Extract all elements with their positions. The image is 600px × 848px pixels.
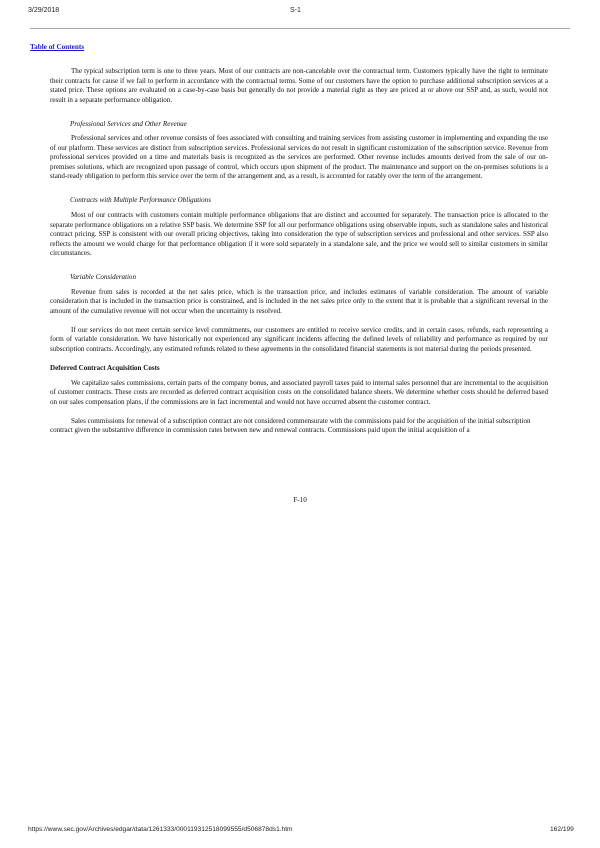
spacer [50,259,548,269]
variable-consideration-paragraph-1: Revenue from sales is recorded at the net sales price, which is the transaction price, and includes estimates of variable consideration. The amount of variable consideration that is included in the transaction price is constrained, and is included in the net sales price only to the extent that it is probable that a significant reversal in the amount of the cumulative revenue will not occur when the uncertainty is resolved. [50,287,548,315]
professional-services-paragraph: Professional services and other revenue consists of fees associated with consulting and training services from assisting customer in implementing and expanding the use of our platform. These services are distinct from subscription services. Professional services do not result in significant customization of the subscription service. Revenue from professional services provided on a time and materials basis is recognized as the services are performed. Other revenue includes amounts derived from the sale of our on-premises solutions, which are recognized upon passage of control, which occurs upon shipment of the product. The maintenance and support on the on-premises solutions is a stand-ready obligation to perform this service over the term of the arrangement and, as a result, is accounted for ratably over the term of the arrangement. [50,134,548,181]
variable-consideration-paragraph-2: If our services do not meet certain service level commitments, our customers are entitled to receive service credits, and in certain cases, refunds, each representing a form of variable consideration. We have historically not experienced any significant incidents affecting the defined levels of reliability and performance as required by our subscription contracts. Accordingly, any estimated refunds related to these agreements in the consolidated financial statements is not material during the periods presented. [50,325,548,354]
print-date: 3/29/2018 [28,7,60,14]
page-number: F-10 [293,496,307,504]
deferred-costs-heading: Deferred Contract Acquisition Costs [50,364,160,373]
professional-services-heading: Professional Services and Other Revenue [70,119,187,128]
footer-url: https://www.sec.gov/Archives/edgar/data/1261333/000119312518099555/d506878ds1.htm [28,826,293,833]
table-of-contents-link[interactable]: Table of Contents [30,43,85,51]
spacer [50,316,548,326]
spacer [50,105,548,115]
header-rule [30,28,570,29]
footer-page-count: 162/199 [550,826,574,833]
variable-consideration-heading: Variable Consideration [70,273,136,282]
deferred-costs-paragraph-2: Sales commissions for renewal of a subscription contract are not considered commensurate with the commissions paid for the acquisition of the initial subscription contract given the substantive difference in commission rates between new and renewal contracts. Commissions paid upon the initial acquisition of a [50,416,531,435]
document-title: S-1 [290,7,301,14]
document-body [50,67,548,436]
multiple-obligations-heading: Contracts with Multiple Performance Obligations [70,196,211,205]
intro-paragraph: The typical subscription term is one to three years. Most of our contracts are non-cancelable over the contractual term. Customers typically have the right to terminate their contracts for cause if we fail to perform in accordance with the contractual terms. Some of our customers have the option to purchase additional subscription services at a stated price. These options are evaluated on a case-by-case basis but generally do not provide a material right as they are priced at or above our SSP and, as such, would not result in a separate performance obligation. [50,67,548,104]
spacer [50,355,548,365]
deferred-costs-paragraph-1: We capitalize sales commissions, certain parts of the company bonus, and associated payroll taxes paid to internal sales personnel that are incremental to the acquisition of customer contracts. These costs are recorded as deferred contract acquisition costs on the consolidated balance sheets. We determine whether costs should be deferred based on our sales compensation plans, if the commissions are in fact incremental and would not have occurred absent the customer contract. [50,378,548,406]
multiple-obligations-paragraph: Most of our contracts with customers contain multiple performance obligations that are distinct and accounted for separately. The transaction price is allocated to the separate performance obligations on a relative SSP basis. We determine SSP for all our performance obligations using observable inputs, such as standalone sales and historical contract pricing. SSP is consistent with our overall pricing objectives, taking into consideration the type of subscription services and professional and other services. SSP also reflects the amount we would charge for that performance obligation if it were sold separately in a standalone sale, and the price we would sell to similar customers in similar circumstances. [50,211,548,258]
spacer [50,182,548,192]
spacer [50,407,548,417]
